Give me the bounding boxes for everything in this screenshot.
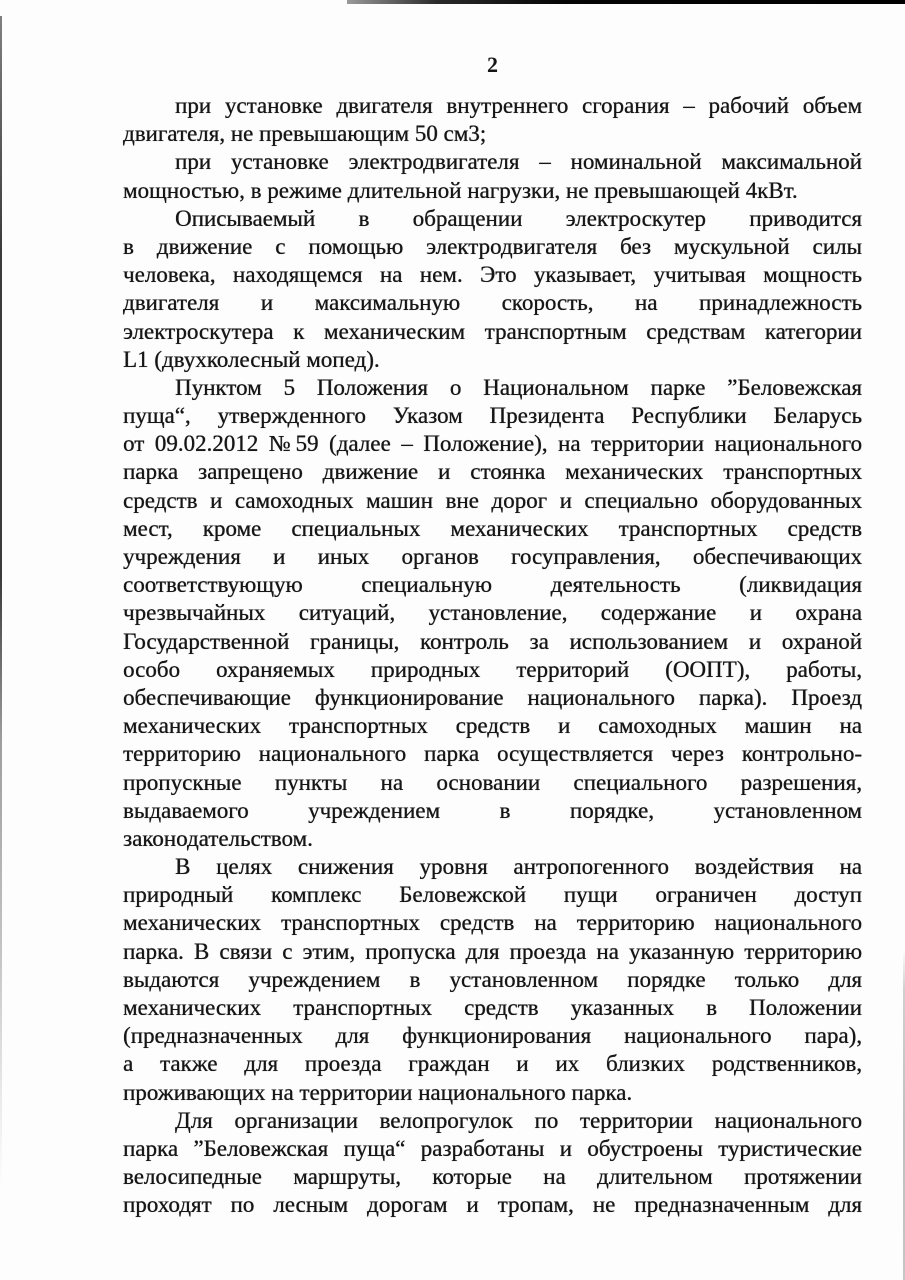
text-line: парка. В связи с этим, пропуска для проезда на указанную территорию (123, 938, 862, 964)
text-line: Описываемый в обращении электроскутер приводится (175, 205, 862, 231)
text-line: законодательством. (123, 825, 313, 851)
text-line: выдаются учреждением в установленном порядке только для (123, 966, 862, 992)
paragraph (123, 205, 862, 374)
text-line: мощностью, в режиме длительной нагрузки, не превышающей 4кВт. (123, 177, 798, 203)
text-line: средств и самоходных машин вне дорог и специально оборудованных (123, 487, 862, 513)
text-line: двигателя и максимальную скорость, на принадлежность (123, 290, 862, 316)
text-line: учреждения и иных органов госуправления, обеспечивающих (123, 544, 862, 569)
text-line: парка ”Беловежская пуща“ разработаны и обустроены туристические (123, 1135, 862, 1161)
text-line: при установке электродвигателя – номинальной максимальной (175, 149, 862, 175)
text-line: а также для проезда граждан и их близких родственников, (123, 1051, 862, 1077)
text-line: от 09.02.2012 №59 (далее – Положение), на территории национального (123, 431, 862, 457)
paragraph (123, 1107, 862, 1220)
text-line: механических транспортных средств на территорию национального (123, 910, 862, 936)
text-line: территорию национального парка осуществляется через контрольно- (123, 741, 862, 767)
scan-artifact-top-edge-bar (347, 0, 905, 4)
text-line: человека, находящемся на нем. Это указывает, учитывая мощность (123, 262, 862, 288)
text-line: проживающих на территории национального парка. (123, 1079, 633, 1105)
paragraph (123, 92, 862, 148)
text-line: особо охраняемых природных территорий (ООПТ), работы, (123, 656, 862, 682)
text-line: проходят по лесным дорогам и тропам, не предназначенным для (123, 1192, 862, 1218)
text-line: двигателя, не превышающим 50 см3; (123, 121, 487, 147)
text-line: в движение с помощью электродвигателя без мускульной силы (123, 233, 862, 259)
page-number: 2 (487, 52, 498, 77)
text-line: L1 (двухколесный мопед). (123, 346, 380, 372)
text-line: выдаваемого учреждением в порядке, установленном (123, 797, 862, 823)
paragraph (123, 853, 862, 1107)
text-line: Пунктом 5 Положения о Национальном парке ”Беловежская (175, 374, 862, 400)
document-body-text (123, 92, 862, 1220)
text-line: пуща“, утвержденного Указом Президента Республики Беларусь (123, 403, 862, 429)
text-line: велосипедные маршруты, которые на длительном протяжении (123, 1164, 862, 1190)
text-line: мест, кроме специальных механических транспортных средств (123, 515, 862, 541)
text-line: обеспечивающие функционирование национального парка). Проезд (123, 684, 862, 710)
text-line: природный комплекс Беловежской пущи ограничен доступ (123, 882, 862, 908)
scan-artifact-left-edge-line (0, 16, 2, 1186)
text-line: (предназначенных для функционирования национального пара), (123, 1023, 862, 1049)
text-line: электроскутера к механическим транспортным средствам категории (123, 318, 862, 344)
text-line: Государственной границы, контроль за использованием и охраной (123, 628, 862, 654)
text-line: механических транспортных средств указанных в Положении (123, 995, 862, 1020)
text-line: парка запрещено движение и стоянка механических транспортных (123, 459, 862, 485)
text-line: чрезвычайных ситуаций, установление, содержание и охрана (123, 600, 862, 626)
text-line: соответствующую специальную деятельность (ликвидация (123, 572, 862, 598)
text-line: Для организации велопрогулок по территории национального (175, 1107, 862, 1133)
paragraph (123, 148, 862, 204)
text-line: пропускные пункты на основании специального разрешения, (123, 769, 862, 795)
text-line: В целях снижения уровня антропогенного воздействия на (175, 854, 862, 880)
text-line: при установке двигателя внутреннего сгорания – рабочий объем (175, 93, 862, 118)
text-line: механических транспортных средств и самоходных машин на (123, 713, 862, 739)
paragraph (123, 374, 862, 853)
